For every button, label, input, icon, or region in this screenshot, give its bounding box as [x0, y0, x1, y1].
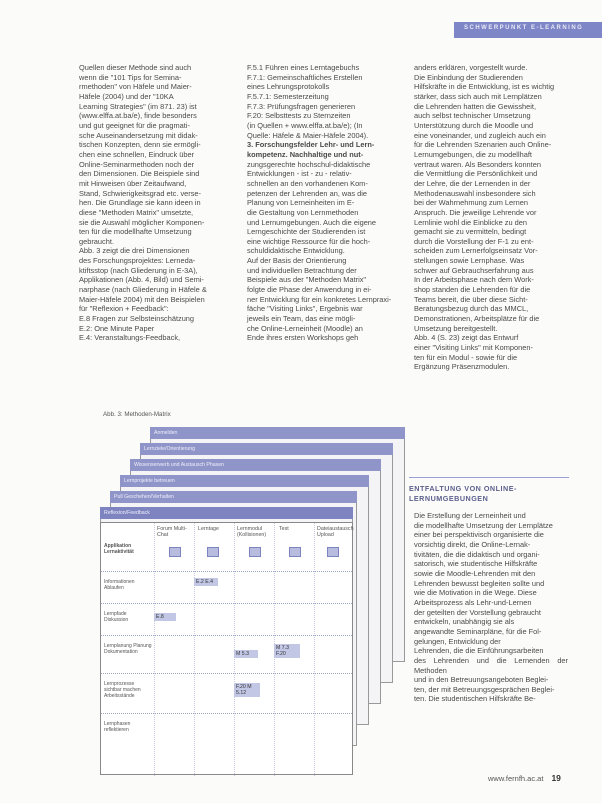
text-line: F.5.1 Führen eines Lerntagebuchs: [247, 63, 360, 72]
text-line: gebraucht.: [79, 236, 114, 246]
text-line: F.7.3: Prüfungsfragen generieren: [247, 101, 356, 111]
text-line: hen. Die Grundlage sie kann ideen in: [79, 198, 201, 208]
text-line: 3. Forschungsfelder Lehr- und Lern-: [247, 140, 375, 150]
column-header: Forum Multi-Chat: [157, 526, 187, 538]
text-column-1: [79, 63, 238, 343]
layer-tab: Lernprojekte betreuen: [120, 475, 369, 487]
text-line: Ergänzung Präsenzmodulen.: [414, 362, 510, 372]
text-line: vertraut waren. Als Besonders konnten: [414, 159, 541, 169]
text-line: zungsgerechte hochschul-didaktische: [247, 159, 371, 169]
text-line: für die Lehrenden Szenarien auch Online-: [414, 140, 552, 150]
text-line: des Lehrenden und die Lernenden der Methoden: [414, 655, 568, 675]
section-label: SCHWERPUNKT E-LEARNING: [464, 25, 584, 31]
text-line: wie die Motivation in die Wege. Diese: [414, 588, 537, 598]
figure-caption: Abb. 3: Methoden-Matrix: [103, 411, 171, 418]
text-line: Häfele (2004) und der "10KA: [79, 91, 174, 101]
matrix-cell: E.2 E.4: [194, 578, 218, 586]
module-icon: [249, 547, 261, 557]
diary-icon: [207, 547, 219, 557]
section-heading: ENTFALTUNG VON ONLINE-LERNUMGEBUNGEN: [409, 477, 569, 504]
text-line: ktiftsstop (nach Gliederung in E-3A),: [79, 265, 198, 275]
text-line: Methodenauswahl insbesondere sich: [414, 188, 536, 198]
text-column-3: [414, 63, 568, 372]
text-line: Applikationen (Abb. 4, Bild) und Semi-: [79, 275, 204, 285]
text-line: Teams bereit, die über diese Sicht-: [414, 294, 528, 304]
text-line: und in den Betreuungsangeboten Beglei-: [414, 675, 549, 685]
text-line: einer "Visiting Links" mit Komponen-: [414, 343, 533, 353]
text-line: Entwicklungen - ist - zu - relativ-: [247, 169, 352, 179]
row-header: Applikation Lernaktivität: [104, 543, 134, 555]
row-header: Lernprozesse sichtbar machen Arbeitsstände: [104, 681, 141, 699]
matrix-cell: M 5.3: [234, 650, 258, 658]
text-line: tischen Konzepten, denn sie ermögli-: [79, 140, 201, 150]
text-line: und Lernumgebungen. Auch die eigene: [247, 217, 377, 227]
text-line: sche Auseinandersetzung mit didak-: [79, 130, 198, 140]
layer-tab: Reflexion/Feedback: [100, 507, 353, 519]
layer-tab: Pull Geschehen/Verhalten: [110, 491, 357, 503]
text-line: ten für ein Modul - sowie für die: [414, 352, 518, 362]
text-line: folgte die Phase der Anwendung in ei-: [247, 285, 372, 295]
text-line: stellungen sowie Lernphase. Was: [414, 256, 525, 266]
text-line: scheiden zum Lernerfolgseinsatz Vor-: [414, 246, 538, 256]
text-line: stärker, dass sich auch mit Lernplätzen: [414, 91, 542, 101]
matrix-cell: M 7.3 F.20: [274, 644, 300, 658]
text-line: eine wichtige Ressource für die hoch-: [247, 236, 371, 246]
text-line: die modellhafte Umsetzung der Lernplätze: [414, 520, 553, 530]
layer-tab: Anmelden: [150, 427, 405, 439]
text-line: auch selbst technischer Umsetzung: [414, 111, 531, 121]
column-header: Test: [279, 526, 289, 532]
text-line: (in Quellen + www.elffa.at.ba/e); (In: [247, 120, 363, 130]
column-header: Lerntage: [198, 526, 219, 532]
text-line: durch die Vorstellung der F-1 zu ent-: [414, 236, 534, 246]
text-line: des Forschungsprojektes: Lerneda-: [79, 256, 196, 266]
text-line: und individuellen Betrachtung der: [247, 265, 357, 275]
text-line: Demonstrationen, Arbeitsplätze für die: [414, 314, 540, 324]
text-line: F.20: Selbsttests zu Sternzeiten: [247, 111, 351, 121]
text-line: Quellen dieser Methode sind auch: [79, 63, 192, 72]
layer-tab: Wissenserwerb und Austausch Phasen: [130, 459, 381, 471]
test-icon: [289, 547, 301, 557]
text-line: Maier-Häfele 2004) mit den Beispielen: [79, 294, 205, 304]
text-line: Umsetzung bereitgestellt.: [414, 323, 498, 333]
text-line: E.8 Fragen zur Selbsteinschätzung: [79, 314, 195, 324]
text-line: entwickeln, unabhängig sie als: [414, 617, 515, 627]
matrix-cell: F.20 M 5.12: [234, 683, 260, 697]
text-line: Hilfskräfte in die Entwicklung, ist es wichtig: [414, 82, 555, 92]
row-header: Lernplanung Planung Dokumentation: [104, 643, 152, 655]
text-line: Lehrenden, die die Einführungsarbeiten: [414, 646, 544, 656]
text-line: Lehrenden bewusst begleiten sollte und: [414, 578, 545, 588]
matrix-cell: E.8: [154, 613, 176, 621]
text-line: gemacht sie zu vermitteln, bedingt: [414, 227, 527, 237]
layer-tab: Lernziele/Orientierung: [140, 443, 393, 455]
text-line: anders erklären, vorgestellt wurde.: [414, 63, 528, 72]
header-band: [454, 22, 602, 38]
text-line: fäche "Visiting Links", Ergebnis war: [247, 304, 363, 314]
text-line: Beratungsbezug durch das MMCL,: [414, 304, 529, 314]
text-line: Arbeitsprozess als Lehr-und-Lernen: [414, 597, 532, 607]
text-column-2: [247, 63, 404, 343]
text-line: ten. Die studentischen Hilfskräfte Be-: [414, 694, 536, 704]
text-line: sowie die Moodle-Lehrenden mit den: [414, 568, 536, 578]
text-line: die Gestaltung von Lernmethoden: [247, 207, 359, 217]
text-line: den Dimensionen. Die Beispiele sind: [79, 169, 200, 179]
text-line: ten für die modellhafte Umsetzung: [79, 227, 192, 237]
text-line: bei der Wahrnehmung zum Lernen: [414, 198, 528, 208]
text-line: Online-Seminarmethoden noch der: [79, 159, 195, 169]
text-line: eine voneinander, und zugleich auch ein: [414, 130, 546, 140]
text-line: Abb. 3 zeigt die drei Dimensionen: [79, 246, 190, 256]
text-line: F.5.7.1: Semesterzeitung: [247, 91, 329, 101]
column-header: Lernmodul (Kollisionen): [237, 526, 267, 538]
text-line: petenzen der Lehrenden an, was die: [247, 188, 367, 198]
text-line: der geteilten der Vorstellung gebraucht: [414, 607, 541, 617]
text-line: wenn die "101 Tips for Semina-: [79, 72, 182, 82]
text-line: die Vermittlung die Persönlichkeit und: [414, 169, 538, 179]
text-line: schwer auf Gebrauchserfahrung aus: [414, 265, 534, 275]
text-line: chen eine schnellen, Eindruck über: [79, 149, 195, 159]
text-line: diese "Methoden Matrix" umsetzte,: [79, 207, 194, 217]
text-line: Unterstützung durch die Moodle und: [414, 120, 534, 130]
text-line: angewandte Seminarpläne, für die Fol-: [414, 626, 542, 636]
text-line: Abb. 4 (S. 23) zeigt das Entwurf: [414, 333, 519, 343]
text-line: Lernumgebungen, die zu modellhaft: [414, 149, 532, 159]
text-line: tivitäten, die die didaktisch und organi-: [414, 549, 540, 559]
text-line: kompetenz. Nachhaltige und nut-: [247, 149, 364, 159]
text-line: für "Reflexion + Feedback":: [79, 304, 169, 314]
text-line: che Online-Lerneinheit (Moodle) an: [247, 323, 363, 333]
text-line: schnellen an den vorhandenen Kom-: [247, 178, 368, 188]
text-line: Beispiele aus der "Methoden Matrix": [247, 275, 367, 285]
text-line: eines Lehrungsprotokolls: [247, 82, 330, 92]
text-line: Planung von Lerneinheiten im E-: [247, 198, 355, 208]
text-line: und gut geeignet für die pragmati-: [79, 120, 190, 130]
text-line: satorisch, wie studentische Hilfskräfte: [414, 559, 538, 569]
footer-url: www.fernfh.ac.at: [488, 774, 544, 783]
text-line: F.7.1: Gemeinschaftliches Erstellen: [247, 72, 363, 82]
text-line: die Lehrenden hatten die Gewissheit,: [414, 101, 537, 111]
text-line: sie die Auswahl möglicher Komponen-: [79, 217, 205, 227]
text-line: Lernlinie wohl die Einblicke zu den: [414, 217, 527, 227]
forum-icon: [169, 547, 181, 557]
text-column-3b: [414, 511, 568, 704]
text-line: jeweils ein Team, das eine mögli-: [247, 314, 356, 324]
row-header: Lernphasen reflektieren: [104, 721, 131, 733]
text-line: ner Entwicklung für ein konkretes Lernpraxi-: [247, 294, 392, 304]
text-line: mit Hinweisen über Zeitaufwand,: [79, 178, 187, 188]
row-header: Informationen Ablaufen: [104, 579, 135, 591]
text-line: Die Erstellung der Lerneinheit und: [414, 511, 526, 520]
text-line: E.4: Veranstaltungs-Feedback,: [79, 333, 181, 343]
text-line: schuldidaktische Entwicklung.: [247, 246, 345, 256]
text-line: Learning Strategies" (im 871. 23) ist: [79, 101, 197, 111]
text-line: Stand, Schwierigkeitsgrad etc. verse-: [79, 188, 201, 198]
row-header: Lernpfade Diskussion: [104, 611, 129, 623]
text-line: der Lehre, die der Lernenden in der: [414, 178, 531, 188]
text-line: rmethoden" von Häfele und Maier-: [79, 82, 192, 92]
text-line: E.2: One Minute Paper: [79, 323, 155, 333]
text-line: Lerngeschichte der Studierenden ist: [247, 227, 366, 237]
page-number: 19: [551, 773, 561, 783]
text-line: Ende ihres ersten Workshops geh: [247, 333, 359, 343]
column-header: Dateiaustausch Upload: [317, 526, 354, 538]
page-footer: [488, 773, 561, 783]
text-line: Auf der Basis der Orientierung: [247, 256, 347, 266]
text-line: einer bei perspektivisch organisierte die: [414, 530, 544, 540]
text-line: Anspruch. Die jeweilige Lehrende vor: [414, 207, 537, 217]
text-line: gelungen, Entwicklung der: [414, 636, 501, 646]
matrix-front-table: [100, 522, 353, 775]
text-line: Die Einbindung der Studierenden: [414, 72, 523, 82]
text-line: (www.elffa.at.ba/e), finde besonders: [79, 111, 197, 121]
text-line: narphase (nach Gliederung in Häfele &: [79, 285, 207, 295]
text-line: Quelle: Häfele & Maier-Häfele 2004).: [247, 130, 369, 140]
text-line: In der Arbeitsphase nach dem Work-: [414, 275, 534, 285]
text-line: shop standen die Lehrenden für die: [414, 285, 531, 295]
text-line: ten, der mit Betreuungsgesprächen Beglei-: [414, 684, 555, 694]
upload-icon: [327, 547, 339, 557]
text-line: vorsichtig direkt, die Online-Lernak-: [414, 539, 531, 549]
